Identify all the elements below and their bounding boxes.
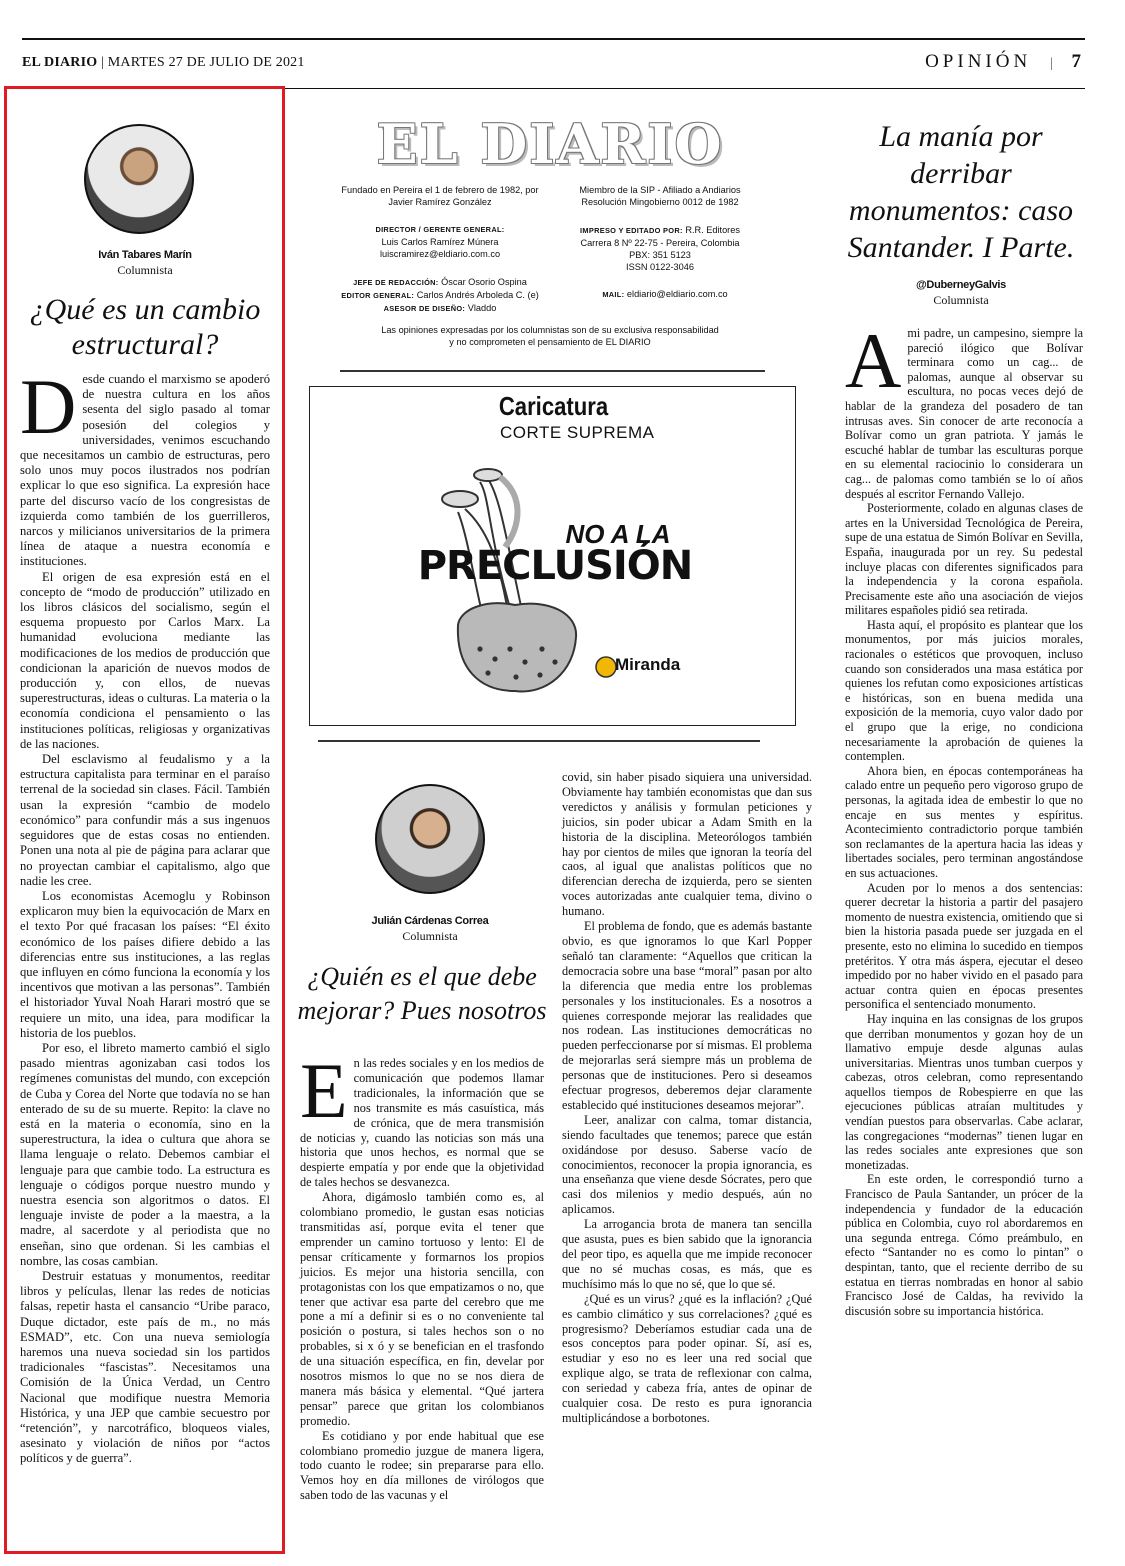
paragraph: Leer, analizar con calma, tomar distancia, siendo facultades que tenemos; parece que están oxidándose por desuso. Saberse vacío de conocimientos, reconocer la propia ignorancia, es una enseñanza que viene desde Sócrates, pero que casi dos milenios y medio después, aún no aplicamos. — [562, 1112, 812, 1217]
issue-date: MARTES 27 DE JULIO DE 2021 — [107, 55, 305, 70]
article-title-structural: ¿Qué es un cambio estructural? — [29, 293, 261, 361]
paragraph: Hasta aquí, el propósito es plantear que los monumentos, por más juicios morales, racionales o estéticos que provoquen, incluso cuando son considerados una masa estática por quienes los refutan como exposiciones artísticas e históricas, son en buena medida una exposición de la memoria, cuyo valor dado por el grupo que la erige, no condiciona necesariamente la aprobación de quienes la contemplen. — [845, 617, 1083, 764]
article-body-improve-b — [562, 770, 812, 1426]
masthead-logo: EL DIARIO — [376, 112, 724, 176]
masthead-member: Miembro de la SIP - Afiliado a Andiarios Resolución Mingobierno 0012 de 1982 — [579, 185, 741, 207]
masthead-staff: JEFE DE REDACCIÓN: Óscar Osorio Ospina EDITOR GENERAL: Carlos Andrés Arboleda C. (e) ASESOR DE DISEÑO: Vladdo — [341, 277, 539, 313]
paragraph: Por eso, el libreto mamerto cambió el siglo pasado mientras agonizaban casi todos los regímenes comunistas del mundo, con excepción de Cuba y Corea del Norte que todavía no se han enterado de su de su muerte. Repito: la clave no está en la materia o economía, sino en la superestructura, la idea o cultura que ahora se llama lenguaje o relato. Debemos cambiar el lenguaje para que cambie todo. La estructura es lenguaje o códigos porque nuestro mundo y nuestra esencia son algoritmos o datos. El lenguaje inviste de poder a la maestra, a la madre, al sacerdote y al periodista que no enseñan, sino que ordenan. Si les cambias el nombre, las cosas cambian. — [20, 1040, 270, 1268]
byline-cardenas — [310, 914, 550, 944]
paragraph: El origen de esa expresión está en el concepto de “modo de producción” utilizado en los libros clásicos del socialismo, según el esquema propuesto por Carlos Marx. La humanidad evoluciona mediante las modificaciones de los medios de producción que condicionan la aparición de nuevos modos de producción y, con ellos, de nuevas superestructuras, ideas o culturas. La materia o la economía condiciona el pensamiento o las instituciones políticas, religiosas y organizativas de las naciones. — [20, 569, 270, 751]
masthead-director: DIRECTOR / GERENTE GENERAL: Luis Carlos Ramírez Múnera luiscramirez@eldiario.com.co — [375, 225, 505, 259]
author-handle: @DuberneyGalvis — [916, 279, 1006, 291]
paragraph: mi padre, un campesino, siempre la pareció ilógico que Bolívar terminara como un cag... de palomas, aunque al observar su escultura, no pocas veces dejó de hablar de la grandeza del posadero de tan intrusas aves. Sin conocer de arte reconocía a Bolívar como un gran patriota. Y jamás le escuché hablar de tumbar las esculturas porque en su elemental raciocinio lo considerara un cag... de palomas como también se lo oí años después al escritor Fernando Vallejo. — [845, 326, 1083, 501]
article-body-improve-a — [300, 1047, 544, 1503]
page-header-left: EL DIARIO | MARTES 27 DE JULIO DE 2021 — [22, 55, 305, 70]
paragraph: Es cotidiano y por ende habitual que ese colombiano promedio juzgue de manera ligera, todo cuanto le rodee; sin prepararse para ello. Vemos hoy en día millones de virólogos que saben todo de las vacunas y el — [300, 1428, 544, 1503]
author-role: Columnista — [402, 929, 458, 943]
author-name: Iván Tabares Marín — [98, 249, 192, 261]
author-role: Columnista — [117, 263, 173, 277]
paragraph: Acuden por lo menos a dos sentencias: querer decretar la historia a partir del pasajero momento de nuestra existencia, omitiendo que si bien la historia pasada puede ser juzgada en el presente, esto no elimina lo sucedido en tiempos pretéritos. Y otra más áspera, ejecutar el deseo impedido por no haber vivido en el pasado para actuar contra quien en épocas presentes personifica el sentenciado monumento. — [845, 880, 1083, 1012]
section-name: OPINIÓN — [925, 51, 1032, 72]
page-number: 7 — [1071, 51, 1085, 72]
paragraph: Hay inquina en las consignas de los grupos que derriban monumentos y gozan hoy de un llamativo empuje desde algunas aulas universitarias. Mientras unos tumban cuerpos y cabezas, otros celebran, como representando aquellos tiempos de Robespierre en que las ejecuciones públicas atraían multitudes y vendían puestos para observarlas. Cabe aclarar, las congregaciones “modernas” tienen lugar en las redes sociales ante expresiones que son monetizadas. — [845, 1011, 1083, 1172]
paragraph: covid, sin haber pisado siquiera una universidad. Obviamente hay también economistas que dan sus veredictos y análisis y formulan peticiones y juicios, sin poder ubicar a Adam Smith en la historia de la disciplina. Meteorólogos también hay por cientos de miles que ignoran la teoría del caos, al igual que analistas políticos que no diferencian derecha de izquierda, pero se sienten voces autorizadas ante cualquier tema, divino o humano. — [562, 770, 812, 919]
paragraph: En este orden, le correspondió turno a Francisco de Paula Santander, un prócer de la independencia y fundador de la educación pública en Colombia, cuyo rol abordaremos en una segunda entrega. Cómo preámbulo, en efecto “Santander no es como lo pintan” o despintan, tanto, que el reciente derribo de su estatua en tierras nombradas en honor al sabio Francisco José de Caldas, ha revivido la discusión sobre su importancia histórica. — [845, 1172, 1083, 1318]
page-header-right: OPINIÓN | 7 — [925, 51, 1085, 72]
drop-cap: A — [845, 317, 902, 404]
divider — [318, 740, 760, 742]
paragraph: El problema de fondo, que es además bastante obvio, es que ignoramos lo que Karl Popper señaló tan claramente: “Aquellos que critican la democracia sobre una base “moral” pasan por alto la diferencia que media entre los problemas personales y los institucionales. Es a nosotros a quienes corresponde mejorar las realidades que nos rodean. Las instituciones democráticas no pueden perfeccionarse por sí mismas. El problema de mejorarlas será siempre más un problema de personas que de instituciones. Pero si deseamos efectuar progresos, deberemos dejar claramente establecido qué instituciones deseamos mejorar”. — [562, 919, 812, 1112]
author-role: Columnista — [933, 293, 989, 307]
article-title-monuments: La manía por derribar monumentos: caso Santander. I Parte. — [847, 120, 1075, 264]
masthead-founded: Fundado en Pereira el 1 de febrero de 1982, por Javier Ramírez González — [341, 185, 539, 207]
paragraph: Ahora, digámoslo también como es, al colombiano promedio, le gustan esas noticias transmitidas así, porque evita el tener que emprender un camino tortuoso y lento: El de pensar críticamente y formarnos los propios juicios. Es mejor una historia sencilla, con protagonistas con los que empatizamos o no, que tener que activar esa parte del cerebro que me pone a mí a definir si es o no conveniente tal posición o postura, si tales hechos son o no probables, si x ó y se benefician en el trasfondo de una situación específica, en fin, develar por nosotros mismos lo que no se nos diera de manera más básica y elemental. “Qué jartera pensar” parece que gritan los colombianos promedio. — [300, 1190, 544, 1428]
masthead-printer: IMPRESO Y EDITADO POR: R.R. Editores Carrera 8 Nº 22-75 - Pereira, Colombia PBX: 351 5123 ISSN 0122-3046 — [580, 225, 740, 272]
avatar — [84, 124, 194, 234]
byline-tabares — [20, 248, 270, 278]
drop-cap: E — [300, 1047, 348, 1134]
cartoon-text-line2: PRECLUSIÓN — [417, 543, 693, 589]
cartoon-text-line1: NO A LA — [565, 519, 671, 549]
paragraph: esde cuando el marxismo se apoderó de nuestra cultura en los años sesenta del siglo pasado al tomar posesión del colegios y universidades, venimos escuchando que necesitamos un cambio de estructuras, pero solo unos muy pocos ilustrados nos podrían explicar lo que eso significa. La expresión hace parte del discurso vacío de los congresistas de izquierda como también de los guerrilleros, narcos y milicianos universitarios de la primera línea de ataque a nuestra economía e instituciones. — [20, 372, 270, 569]
paragraph: n las redes sociales y en los medios de comunicación que podemos llamar tradicionales, la información que se nos transmite es más casuística, más de crónica, que de mera transmisión de noticias y, cuando las noticias son más una historia que unos hechos, es normal que se despierte empatía y por ende que la objetividad de tales hechos se desvanezca. — [300, 1056, 544, 1190]
paragraph: Los economistas Acemoglu y Robinson explicaron muy bien la equivocación de Marx en el texto Por qué fracasan los países: “El éxito económico de los países difiere debido a las diferencias entre sus instituciones, a las reglas que influyen en cómo funciona la economía y los incentivos que motivan a las personas”. También el historiador Yuval Noah Harari mostró que se requiere un mito, una idea, para modificar la historia de los pueblos. — [20, 888, 270, 1040]
paragraph: Destruir estatuas y monumentos, reeditar libros y películas, llenar las redes de noticias falsas, repetir hasta el cansancio “Uribe paraco, Duque dictador, este país de m., no más ESMAD”, etc. Con una nueva semiología haremos una nueva sociedad sin los partidos tradicionales “fascistas”. Necesitamos una Comisión de la Única Verdad, un Centro Nacional que modifique nuestra Memoria Histórica, y una JEP que cambie secuestro por “retención”, y narcotráfico, bloqueos viales, asesinato y violación de niños por “actos políticos y de guerra”. — [20, 1268, 270, 1466]
cartoon-subtitle: CORTE SUPREMA — [500, 423, 655, 442]
article-body-monuments — [845, 317, 1083, 1318]
masthead-mail: MAIL: eldiario@eldiario.com.co — [602, 289, 728, 299]
article-body-structural — [20, 363, 270, 1467]
article-title-improve: ¿Quién es el que debe mejorar? Pues nosotros — [297, 962, 547, 1025]
drop-cap: D — [20, 363, 77, 450]
author-name: Julián Cárdenas Correa — [371, 915, 489, 927]
masthead-disclaimer: Las opiniones expresadas por los columnistas son de su exclusiva responsabilidad y no comprometen el pensamiento de EL DIARIO — [381, 325, 719, 347]
paragraph: Posteriormente, colado en algunas clases de artes en la Universidad Tecnológica de Pereira, supe de una estatua de Simón Bolívar en Sevilla, España, inaugurada por un rey. Su pedestal incluye placas con diferentes significados para la independencia y la corona española. Precisamente este año una asociación de viejos militares españoles pidió sea retirada. — [845, 501, 1083, 618]
avatar — [375, 784, 485, 894]
byline-galvis — [836, 278, 1086, 308]
top-rule — [22, 38, 1085, 40]
paragraph: ¿Qué es un virus? ¿qué es la inflación? ¿Qué es cambio climático y sus correlaciones? ¿qué es progresismo? Deberíamos estudiar cada una de esos conceptos para poder opinar. Sí, así es, estudiar y eso no es leer una red social que explique algo, se trata de reflexionar con calma, con seriedad y cabeza fría, antes de opinar de cualquier cosa. De resto es pura ignorancia multiplicándose a borbotones. — [562, 1291, 812, 1425]
cartoon-title: Caricatura — [498, 391, 609, 421]
divider — [340, 370, 765, 372]
paragraph: Ahora bien, en épocas contemporáneas ha calado entre un pequeño pero vigoroso grupo de personas, la agitada idea de embestir lo que no encaje en sus mentes y espíritus. Acontecimiento contradictorio porque también son reclamantes de la apertura hacia las ideas y libertades sociales, pero terminan angostándose en sus actuaciones. — [845, 763, 1083, 880]
author-photo-cardenas — [375, 784, 485, 894]
cartoon-signature: Miranda — [615, 655, 681, 674]
paper-name: EL DIARIO — [22, 55, 98, 70]
paragraph: La arrogancia brota de manera tan sencilla que asusta, pues es bien sabido que la ignorancia del peor tipo, es aquella que me impide reconocer que no sé muchas cosas, es más, que es muchísimo más lo que no sé, que lo que sé. — [562, 1217, 812, 1291]
paragraph: Del esclavismo al feudalismo y a la estructura capitalista para terminar en el paraíso terrenal de la sociedad sin clases. Fácil. También usan la expresión “cambio de modelo económico” para confundir más a sus ingenuos seguidores que de estas cosas no entienden. Ponen una nota al pie de página para aclarar que no proyectan cambiar el capitalismo, algo que nadie les cree. — [20, 752, 270, 888]
cartoon-frame — [309, 386, 796, 726]
author-photo-tabares — [84, 124, 194, 234]
